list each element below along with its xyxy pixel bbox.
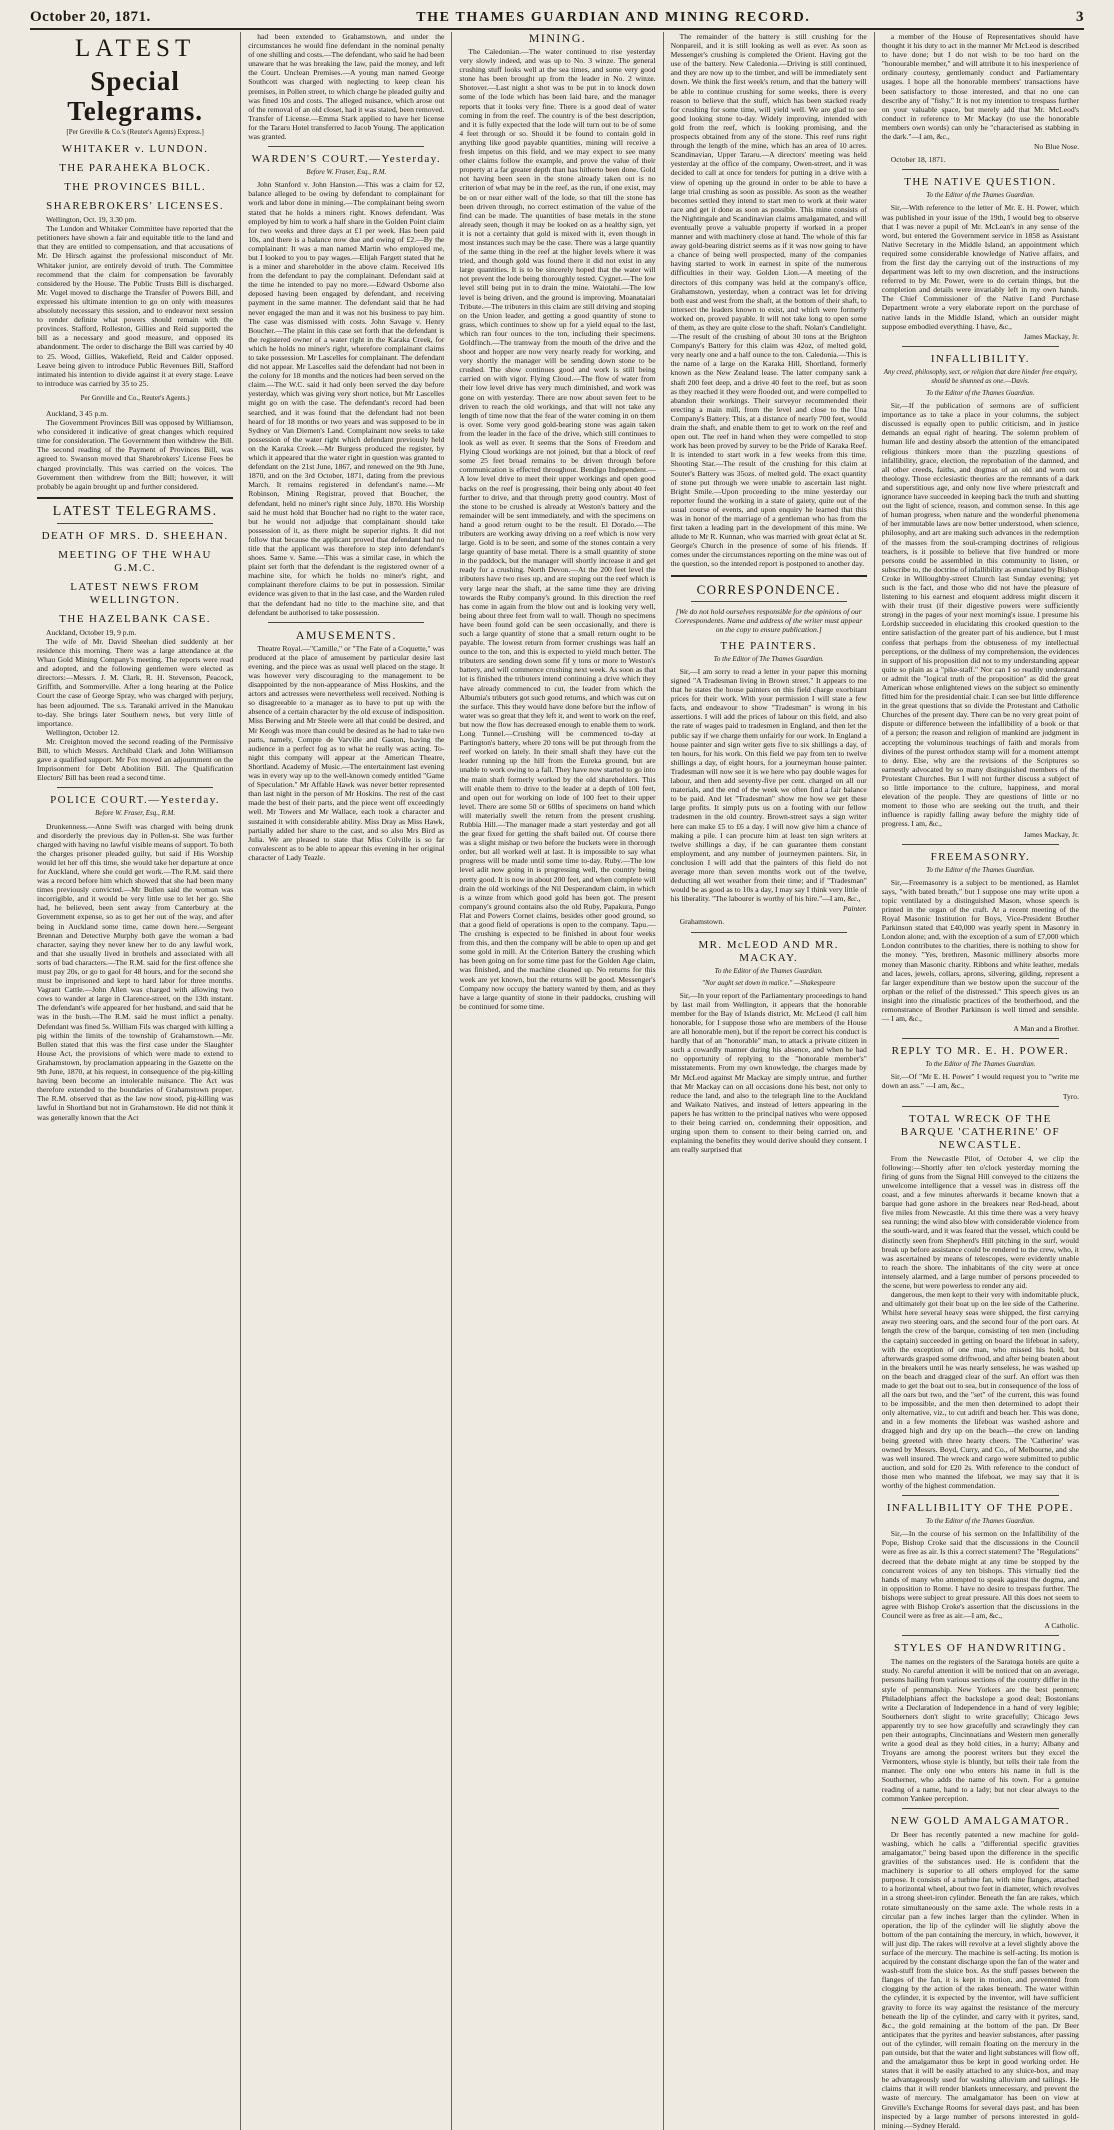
telegram-paragraph-4: Mr. Creighton moved the second reading of the Permissive Bill, to which Messrs. Archibald Clark and John Williamson gave a qualified support. Mr Fox moved an adjournment on the Imprisonment for Debt Abolition Bill. The Qualification Electors' Bill has been read a second time. — [37, 736, 234, 783]
tele-item-4: THE HAZELBANK CASE. — [59, 612, 211, 625]
painters-place: Grahamstown. — [679, 917, 725, 927]
divider — [902, 1038, 1059, 1039]
police-court-paragraph: Drunkenness.—Anne Swift was charged with being drunk and disorderly the previous day in Pollen-st. She was further charged with having no lawful visible means of support. To both the charges prisoner pleaded guilty, but said if His Worship would let her off this time, she would take her departure at once for Auckland, where she could get work.—The R.M. said there was a record before him which showed that she had been many times previously convicted.—Mr Bullen said the woman was incorrigible, and it would be very little use to let her go. She had, he believed, been sent away from Canterbury at the Government expense, so as to get her out of the way, and after being in Auckland some time, came down here.—Sergeant Brennan and Detective Murphy both gave the woman a bad character, saying they never knew her to do any lawful work, and that she usually lived in brothels and associated with all sorts of bad characters.—The R.M. said for the first offence she must pay 20s, or go to gaol for 48 hours, and for the second she must be imprisoned and kept to hard labor for three months. Vagrant Cattle.—John Allen was charged with allowing two cows to wander at large in Clarence-street, on the 13th instant. The defendant's wife appeared for her husband, and said that he was in the bush.—The R.M. said he must inflict a penalty. Defendant was fined 5s. William Fils was charged with killing a pig within the limits of the township of Grahamstown.—Mr. Bullen stated that this was the first case under the Slaughter House Act, the provisions of which were made to extend to Grahamstown, by proclamation appearing in the Gazette on the 9th June, 1870, at his request, in consequence of the pig-killing having been become an intolerable nuisance. The Act was therefore extended to the boundaries of Grahamstown proper. The R.M. observed that as the law now stood, pig-killing was lawful in Shortland but not in Grahamstown. He did not think it was generally known that the Act — [37, 821, 234, 1122]
mcleod-date: October 18, 1871. — [890, 155, 946, 165]
divider — [902, 1106, 1059, 1107]
page-number: 3 — [1076, 9, 1084, 25]
mcleod-heading: MR. McLEOD AND MR. MACKAY. — [698, 938, 839, 964]
painters-signature: Painter. — [842, 904, 867, 914]
mcleod-letter: Sir,—In your report of the Parliamentary proceedings to hand by last mail from Wellington, it appears that the honorable member for the Bay of Islands district, Mr. McLeod (I call him honorable, for I suppose those who are members of the House are all honorable men), but if the report be correct his conduct is hardly that of an "honorable" man, to attack a private citizen in such a cowardly manner during his absence, and when he had no opportunity of replying to the "honorable member's" misstatements. From my own knowledge, the charges made by Mr McLeod against Mr Mackay are simply untrue, and further that Mr Mackay can on all occasions done his best, not only to reduce the land, and also to the telegraph line to the Auckland and Waikato Natives, and instead of letters appearing in the papers he has written to the principal natives who were opposed to their being carried on, condemning their opposition, and urging upon them to consent to their being carried on, and explaining the benefits they would derive should they consent. I am really surprised that — [670, 990, 867, 1155]
native-question-letter: Sir,—With reference to the letter of Mr. E. H. Power, which was published in your issue of the 19th, I would beg to observe that I was never a pupil of Mr. McLean's in any sense of the word, but entered the Government service in 1858 as Assistant Native Secretary in the Middle Island, an appointment which required some considerable knowledge of Native affairs, and from the first day the carrying out of the instructions of my department was left to my own discretion, and the instructions referred to by Mr. Power, were to do certain things, but the completion and details were invariably left in my own hands. The Chief Commissioner of the Native Land Purchase Department wrote a very elaborate report on the purchase of native lands in the Middle Island, which an outsider might suppose embodied everything. I have, &c., — [881, 203, 1079, 331]
mcleod-to-editor: To the Editor of the Thames Guardian. — [714, 966, 823, 975]
reply-letter: Sir,—Of "Mr E. H. Power" I would request you to "write me down an ass." —I am, &c., — [881, 1072, 1079, 1091]
infallibility-pope-letter: Sir,—In the course of his sermon on the Infallibility of the Pope, Bishop Croke said that the discussions in the Council were as free as air. Is this a correct statement? The "Regulations" decreed that the debate might at any time be stopped by the concurrent voices of any ten bishops. This virtually tied the hands of many who attempted to speak against the dogma, and in opposition to Rome. I have no desire to trespass further. The bishops were subject to great pressure. All this does not seem to agree with Bishop Croke's assertion that the discussions in the Council were as free as air.—I am, &c., — [881, 1529, 1079, 1621]
mcleod-quote: "Nor aught set down in malice." —Shakespeare — [702, 978, 836, 987]
mcleod-signature: No Blue Nose. — [1034, 142, 1079, 152]
native-question-heading: THE NATIVE QUESTION. — [904, 176, 1057, 189]
painters-letter: Sir,—I am sorry to read a letter in your paper this morning signed "A Tradesman living in Brown street." It appears to me that he states the house painters on this field charge exorbitant prices for their work. With your permission I will state a few facts, and endeavour to show "Tradesman" is wrong in his assertions. I will add the prices of labour on this field, and also the rate of wages paid to tradesmen in England, and then let the public say if we charge them unfairly for our work. In England a house painter and sign writer gets five to six shillings a day, of ten hours, for his work. On this field we pay from ten to twelve shillings a day, of eight hours, for a journeyman house painter. Tradesman will now see it is we here who pay double wages for labour, and then add seventy-five per cent. charged on all our materials, and the end of the week we often find a fair balance to be paid. And let "Tradesman" show me how we get these large profits. It simply puts us on a footing with our fellow tradesmen in the old country. Brown-street says a sign writer here can make £5 to £6 a day. I will now give him a chance of making a pile. I can procure him at least ten sign writers at twelve shillings a day, if he can guarantee them constant employment, and any number of journeymen painters. Sir, in conclusion I will add that the painters of this field do not average more than seven months work out of the twelve, deducting all wet weather from their time; and if "Tradesman" would be as good as to 10s a day, I may say I think very little of his liberality. "The labourer is worthy of his hire."—I am, &c., — [670, 666, 867, 904]
divider — [902, 1808, 1059, 1809]
divider — [691, 601, 847, 602]
native-question-to-editor: To the Editor of the Thames Guardian. — [926, 191, 1035, 200]
wardens-court-paragraph: John Stanford v. John Hanston.—This was a claim for £2, balance alleged to be owing by defendant to complainant for work and labor done in mining.—The complainant being sworn stated that he holds a miners right. Knows defendant. Was employed by him to work a half share in the Golden Point claim for two weeks and three days at £1 per week. Has been paid 10s, and there is a balance now due and owing of £2.—By the complainant: It was a man named Martin who employed me, but I looked to you to pay wages.—Elijah Fargett stated that he is a miner and shareholder in the above claim. Received 10s from the defendant to pay the complainant. Defendant said at the time he intended to pay no more.—Edward Osborne also deposed having been engaged by defendant, and receiving payment in the same manner. The defendant said that he had never engaged the man and it was not his business to pay him. The case was dismissed with costs. John Savage v. Henry Boucher.—The plaint in this case set forth that the defendant is the registered owner of a water right in the Karaka Creek, for which he holds no miner's right, wherefore complainant claims to take possession. Mr Lascelles for complainant. The defendant did not appear. Mr Lascelles said the defendant had not been in the colony for 18 months and the notices had been served on the claim.—The W.C. said it had only been served the day before yesterday, which was giving very short notice, but Mr Lascelles might go on with the case. The defendant's record had been searched, and it was found that the defendant had not been heard of for 18 months or two years and was supposed to be in Sydney or Van Diemen's Land. Complainant now seeks to take possession of the water right which defendant previously held on the Karaka Creek.—Mr Burgess produced the register, by which it appeared that the water right in question was granted to defendant on the 21st June, 1867, and renewed on the 9th June, 1870, and on the 3rd October, 1871, dating from the previous March. It remains registered in defendant's name.—Mr Robinson, Mining Registrar, proved that Boucher, the defendant, held no miner's right since July, 1870. His Worship said he must hold that Boucher had no right to the water race, but he would not adjudge that complainant should take possession of it, as there might be superior rights. It did not follow that because the applicant proved that defendant had no title that the applicant was therefore to step into defendant's shoes. Same v. Same.—This was a similar case, in which the plaint set forth that the defendant is the registered owner of a machine site, for which he holds no miner's right, and complainant therefore claims to be put in possession. Similar evidence was given to that in the last case, and the Warden ruled that the defendant had no title to the machine site, and that defendant be authorised to take possession. — [248, 180, 445, 617]
divider — [37, 497, 233, 499]
divider — [268, 146, 424, 147]
infallibility-heading: INFALLIBILITY. — [930, 352, 1030, 365]
dateline-auckland-2: Auckland, October 19, 9 p.m. — [46, 627, 137, 637]
special-telegrams-heading: Special Telegrams. — [67, 66, 203, 126]
freemasonry-signature: A Man and a Brother. — [1013, 1024, 1079, 1034]
infallibility-letter: Sir,—If the publication of sermons are of sufficient importance as to take a place in your columns, the subject discussed is equally open to public criticism, and in justice demands an equal right of hearing. The solemn problem of human life and destiny absorb the attention of the emancipated religious thinkers more than the puzzling questions of infallibility, grace, election, the reprobation of the damned, and all other creeds, faiths, and dogmas of an old and worn out theology. Those ecclesiastic theories are the remnants of a dark and superstitious age, and only now live where priestcraft and ignorance have succeeded in keeping back the truth and shutting out the light of science, reason, and common sense. In this age of human progress, when nature and the wonderful phenomena of her immutable laws are now better understood, when science, philosophy, and art are making such advances in the redemption of the masses from the soul-cramping doctrines of religious teachers, is it possible to believe that five hundred or more persons could be assembled in this community to listen, or subscribe to, the doctrine of infallibility as enunciated by Bishop Croke in Willoughby-street Church last Sunday evening; yet such is the fact, and those who did not have the pleasure of listening to his earnest and eloquent address might discern it with their trust (if their digestive powers were sufficiently strong) in the pages of your next morning's issue. I presume his Lordship succeeded in elucidating this crooked question to the entire satisfaction of the greater part of his audience, but I must confess that perhaps from the obtuseness of my intellectual perceptions, or the dullness of my comprehension, the evidences in support of his proposition did not to my understanding appear quite so plain as a "pike-staff." Nor can I so readily understand or admit the "logical truth of the proposition" as did the great American whose enlightened views on the subject so eminently fitted him for the presidential chair. I can see but little difference in the great questions that so divide the Protestant and Catholic Churches of the present day. There can be no very great point of dispute or difference between the infallibility of a book or that of a person; the reason and religion of mankind are judgment in accepting the voluminous teachings of faith and morals from divines of the purest orthodox stamp will for a moment attempt to deny. Else, why are the revisions of the Scriptures so earnestly advocated by so many distinguished members of the Protestant Churches. But I will not further discuss a subject of so little importance to the culture, happiness, and moral elevation of the people. They are questions of little or no moment to those who are seeking out the truth, and their influence is rapidly falling away before the mighty tide of progress. I am, &c., — [881, 401, 1079, 829]
police-court-before: Before W. Fraser, Esq., R.M. — [95, 809, 176, 818]
headline-3: THE PROVINCES BILL. — [64, 181, 206, 194]
tele-item-3: LATEST NEWS FROM WELLINGTON. — [70, 580, 200, 606]
masthead — [30, 6, 1084, 30]
police-court-heading: POLICE COURT.—Yesterday. — [50, 794, 221, 807]
infallibility-quote: Any creed, philosophy, sect, or religion that dare hinder free enquiry, should be shunned as one.—Davis. — [883, 367, 1078, 385]
freemasonry-to-editor: To the Editor of the Thames Guardian. — [926, 865, 1035, 874]
headline-2: THE PARAHEKA BLOCK. — [59, 162, 211, 175]
amusements-paragraph: Theatre Royal.—"Camille," or "The Fate of a Coquette," was produced at the place of amusement by particular desire last evening, and the piece was as usual well placed on the stage. It was however very discouraging to the management to be disappointed by the non-appearance of Miss Hoskins, and the actors and actresses were nevertheless well received. Nothing is so disagreeable to a manager as to have to put up with the absence of a certain character by the old excuse of indisposition. Miss Berwing and Mr Steele were all that could be desired, and Mr Keogh was more than could be desired as he had to take two parts, namely, Compte de Varville and Gaston, having the audience in a perfect fog as to what he really was acting. To-night this company will appear at the American Theatre, Shortland. Academy of Music.—The entertainment last evening was in every way up to the well-known comedy entitled "Game of Speculation." Mr Affable Hawk was never better represented than last night in the person of Mr Hoskins. The rest of the cast made the best of their parts, and the piece went off exceedingly well. Mr Towers and Mr Wallace, each took a character and sustained it with considerable ability. Miss Dray as Miss Hawk, partially added her share to the cast, and so also Mrs Bird as Julia. We are pleased to state that Miss Colville is so far convalescent as to be able to appear this evening in her original character of Lady Teazle. — [248, 643, 445, 862]
divider — [902, 346, 1059, 347]
reply-heading: REPLY TO MR. E. H. POWER. — [891, 1045, 1070, 1058]
mcleod-letter-continued: a member of the House of Representatives should have thought it his duty to act in the manner Mr McLeod is described to have done; but I do not wish to be too hard on the "honourable member," and will attribute it to his inexperience of ordinary courtesy, gentlemanly conduct and Parliamentary usages. I hope all the honorable members' transactions have been satisfactory to those interested, and that no one can describe any of "fishy." It is not my intention to trespass further on your valuable space, but merely add that Mr. McLeod's conduct in reference to Mr Mackay (to use the honorable members own words) can only be "characterised as stabbing in the dark."—I am, &c., — [881, 32, 1079, 142]
painters-to-editor: To the Editor of The Thames Guardian. — [713, 654, 824, 663]
divider — [268, 622, 424, 623]
divider — [902, 1495, 1059, 1496]
column-5 — [875, 32, 1086, 2130]
headline-1: WHITAKER v. LUNDON. — [61, 143, 209, 156]
reply-to-editor: To the Editor of The Thames Guardian. — [925, 1060, 1036, 1069]
infallibility-signature: James Mackay, Jr. — [1023, 829, 1079, 839]
tele-item-2: MEETING OF THE WHAU G.M.C. — [58, 548, 212, 574]
newspaper-title: THE THAMES GUARDIAN AND MINING RECORD. — [416, 10, 811, 25]
divider — [902, 844, 1059, 845]
wardens-court-heading: WARDEN'S COURT.—Yesterday. — [251, 153, 441, 166]
column-4 — [664, 32, 875, 2130]
mining-paragraph: The Caledonian.—The water continued to rise yesterday very slowly indeed, and was up to No. 3 winze. The general crushing stuff looks well at the sea times, and some very good stone has been brought up from the leader in No. 2 winze. Shotover.—Last night a shot was to be put in to knock down some of the lode which has been laid bare, and the manager reports that it looks very fine. There is a good deal of water coming in from the reef. The country is of the best description, and it is fully expected that the lode will turn out to be of some 4 feet through or so. Should it be found to contain gold in anything like good payable quantities, mining will receive a fresh impetus on this field, and we may expect to see many other claims follow the example, and prove the value of their property at a far greater depth than has hitherto been done. Gold not having been seen in the stone already taken out is no criterion of what may be in the reef, as the run, if one exist, may be on or near either wall of the lode, so that till the stone has been driven through, no correct estimation of the value of the find can be made. The quantities of base metals in the stone already seen, though it may be looked on as a healthy sign, yet it is not a certainty that gold is mixed with it, even though in most instances such may be the case. There was a large quantity of the same thing in the reef at the higher levels where it was tried, and though gold was found there it did not exist in any large quantities. It is to be sincerely hoped that the water will not prevent the lode being thoroughly tested. Cygnet.—The low level still being put in to drain the mine. Waiotahi.—The low level is being driven, and the ground is improving. Moanataiari Tribute.—The tributers in this claim are still driving and stoping on the Union leader, and getting a good quantity of stone to grass, which continues to show up for a yield equal to the last, which ran four ounces to the ton, including their specimens. Goldfinch.—The tramway from the mouth of the drive and the shoot and hopper are now very nearly ready for working, and very shortly the manager will be sending down stone to be crushed. The show continues good and work is still being carried on with vigor. Flying Cloud.—The flow of water from their low level drive has very much diminished, and work was gone on with yesterday. There are now about seven feet to be driven to reach the old workings, and that will not take any length of time now that the fear of the water coming in on them is over. Some very good gold-bearing stone was again taken from the leader in the face of the drive, which still continues to look as well as ever. It seems that the Sons of Freedom and Flying Cloud workings are not joined, but that a block of reef some 25 feet broad remains to be driven through before communication is effected throughout. Bendigo Independent.—A low level drive to meet their upper workings and open good backs on the reef is progressing, their being only about 40 feet further to drive, and that through pretty good country. Most of the stone to be crushed is already at Weston's battery and the remainder will be sent immediately, and with the specimens on hand a good return ought to be the result. El Dorado.—The tributers are working away driving on a reef which is now very large. Gold is to be seen, and some of the stones contain a very large quantity of base metal. There is a small quantity of stone in the paddock, but the manager will shortly increase it and get ready for a crushing. North Devon.—At the 200 feet level the tributers have two rises up, and are stoping out the reef which is very large near the shaft, at the same time they are driving towards the Ruby company's ground. In this direction the reef has come in again from the blow out and is looking very well, being about three feet from wall to wall. Though no specimens have been found gold can be seen occasionally, and there is such a large quantity of stone that a small return ought to be payable. The lowest return from former crushings was half an ounce to the ton, and this is expected to yield much better. The tributers are sending down some fif y tons or more to Weston's battery, and will commence crushing next week. As soon as that lot is finished the tributers intend continuing a drive which they have already commenced to cut, the leader from which the Albumia's tributers got such good returns, and which was cut on the surface. This they would have done before but the inflow of water was so great that they left it, and went to work on the reef, but now the flow has decreased enough to enable them to work. Long Tunnel.—Crushing will be commenced to-day at Partington's battery, where 20 tons will be put through from the reef worked on lately. In their small shaft they have cut the leader running up the hill from the Eureka ground, but are unable to work owing to a fall. They have now started to go into the main shaft formerly worked by the old shareholders. This will enable them to drive to the leader at a depth of 100 feet, and open out for working on lode of 100 feet to their upper level. There are some 50 or 60lbs of specimens on hand which will materially swell the return from the present crushing. Rubbia Hill.—The manager made a start yesterday and got all the gear fixed for getting the shaft bailed out. Of course there was a slight mishap or two before the buckets were in thorough order, but all worked well at last. It is impossible to say what progress will be made until some time to-day. Ruby.—The low level adit now going in is progressing well, the country being pretty good. It is now in about 200 feet, and when complete will drain the old workings of the Nil Desperandum claim, in which is a winze from which good gold has been got. The present company's ground contains also the old Ruby, Papakura, Pungo Flat and Powers Cornet claims, besides other good ground, so that a good field of operations is open to the company. Tapu.—The crushing is expected to be finished in about four weeks from this, and then the company will be able to open up and get some gold in mill. At the Criterion Battery the crushing which has been going on for some time past for the Golden Age claim, was finished, and the machine cleaned up. No returns for this week are yet known, but the returns will be good. Messenger's Company now occupy the battery wanted by them, and as they have a large quantity of stone in their paddocks, crushing will be continued for some time. — [459, 47, 656, 1011]
latest-heading: LATEST — [74, 35, 196, 62]
divider — [902, 1635, 1059, 1636]
columns — [30, 31, 1086, 2130]
correspondence-heading: CORRESPONDENCE. — [696, 581, 841, 597]
dateline-auckland: Auckland, 3 45 p.m. — [46, 408, 109, 418]
telegram-paragraph-3: The wife of Mr. David Sheehan died suddenly at her residence this morning. There was a large attendance at the Whau Gold Mining Company's meeting. The reports were read and adopted, and the following gentlemen were elected as directors:—Messrs. J. M. Clark, R. H. Stevenson, Peacock, Griffith, and Sommerville. After a long hearing at the Police Court the case of George Spray, who was charged with perjury, has been adjourned. The s.s. Taranaki arrived in the Manukau to-day. She brings later Southern news, but very little of importance. — [37, 636, 234, 728]
dateline-wellington-2: Wellington, October 12. — [46, 727, 120, 737]
telegram-paragraph-1: The Lundon and Whitaker Committee have reported that the petitioners have shown a fair and equitable title to the land and that they are entitled to compensation, and that accusations of Mr. De Hirsch against the professional misconduct of Mr. Whitaker junior, are entirely devoid of truth. The Committee recommend that the claim for compensation be favorably considered by the House. The Public Trusts Bill is discharged. Mr. Vogel moved to discharge the Transfer of Powers Bill, and expressed his ultimate intention to go on only with measures absolutely necessary this session, and to endeavor next session to render definite what powers should remain with the provinces. Stafford, Rolleston, Gillies and Reid supported the bill as a necessary and good measure, and opposed its abandonment. The order to discharge the Bill was carried by 40 to 25. Wood, Gillies, Wakefield, Reid and Calder opposed. Leave being given to introduce Public Revenues Bill, Stafford intimated his intention to divide against it at every stage. Leave to introduce was carried by 35 to 25. — [37, 224, 234, 388]
headline-4: SHAREBROKERS' LICENSES. — [46, 200, 224, 213]
agency-line-2: Per Greville and Co., Reuter's Agents.) — [80, 393, 190, 402]
divider — [691, 932, 847, 933]
infallibility-to-editor: To the Editor of the Thames Guardian. — [926, 389, 1035, 397]
dateline-wellington: Wellington, Oct. 19, 3.30 pm. — [46, 215, 137, 225]
styles-heading: STYLES OF HANDWRITING. — [893, 1642, 1067, 1655]
editor-note: [We do not hold ourselves responsible for the opinions of our Correspondents. Name and address of the writer must appear on the copy to ensure publication.] — [675, 606, 863, 634]
divider — [902, 169, 1059, 170]
reply-signature: Tyro. — [1062, 1091, 1079, 1101]
amalgamator-article: Dr Beer has recently patented a new machine for gold-washing, which he calls a "differential specific gravities amalgamator," being based upon the difference in the specific gravities of the substances used. He is confident that the machinery is superior to all others employed for the same purpose. It consists of a turbine fan, with nine flanges, attached to a horizontal wheel, about two feet in diameter, which revolves in a strong sheet-iron cylinder. Beneath the fan are rakes, which rotate simultaneously on the same axle. The whole rests in a circular pan a few inches larger than the cylinder. When in operation, the lip of the cylinder will lie slightly above the bottom of the pan containing the mercury, in which, however, it will just dip. The rakes will revolve at a level slightly above the surface of the mercury. The machine is self-acting. Its motion is acquired by the constant discharge upon the fan of the water and wash-stuff from the sluice box. As the stuff passes between the flanges of the fan, it is kept in motion, and prevented from clogging by the action of the rakes beneath. The water within the cylinder, it is expected by the inventor, will have sufficient gravity to force its way against the resistance of the mercury beneath the lip of the cylinder, and carry with it pyrites, sand, &c., the gold remaining at the bottom of the pan. Dr Beer anticipates that the pyrites and heavier substances, after passing out of the cylinder, will remain floating on the mercury in the pan outside, but that the water and light substances will flow off, and the amalgamator thus be kept in good working order. He states that it will be easily attached to any sluice-box, and may be advantageously used for washing alluvium and tailings. He claims that it will render blankets unnecessary, and prevent the waste of mercury. The amalgamator has been on view at Greville's Exchange Rooms for several days past, and has been inspected by a large number of persons interested in gold-mining.—Sydney Herald. — [881, 1829, 1079, 2130]
mining-continued-paragraph: The remainder of the battery is still crushing for the Nonpareil, and it is still looking as well as ever. As soon as Messenger's crushing is completed the Orient. Having got the use of the battery. New Caledonia.—Driving is still continued, and they are now up to the timber, and will be immediately sent down. We think the first week's return, and that the battery will be able to continue crushing for some weeks, there is every reason to believe that the stuff, which has been stacked ready for crushing for some time, will yield well. We are glad to see good looking stone to-day. Widely improving, intended with gold from the reef, which is looking promising, and the prospects obtained from any of the stone. This reef runs right through the length of the mine, which has an area of 10 acres. Scandinavian, Upper Tararu.—A directors' meeting was held yesterday at the office of the company, Owen-street, and it was decided to call at once for tenders for putting in a drive with a view of opening up the ground in order to be able to have a large trial crushing as soon as possible. As soon as the weather becomes settled they intend to start men to work at their water race and get it done as soon as possible. This mine consists of the Nightingale and Scandinavian claims amalgamated, and will eventually prove a valuable property if worked in a proper manner and with machinery close at hand. The whole of this far away gold-bearing district seems as if it was now going to have a chance of being well prospected, many of the companies having started to work in earnest in spite of the numerous difficulties in their way. Golden Lion.—A meeting of the directors of this company was held at the company's office, Grahamstown, yesterday, when a contract was let for driving both east and west from the shaft, at the bottom of their shaft, to intersect the leaders known to exist, and which were formerly worked on, proved payable. It will not take long to open some of them, as they are quite close to the shaft. Nolan's Candlelight.—The result of the crushing of about 30 tons at the Brighton Company's Battery for this claim was 42oz, of melted gold, very nearly one and a half ounce to the ton. Caledonia.—This is the name of a large on the Karaka Hill, Shortland, formerly known as the New Zealand lease. The latter company sank a shaft 200 feet deep, and a drive 40 feet to the reef, but as soon as they reached it they were flooded out, and were compelled to abandon their workings. Their surveyor recommended their erecting a main mill, from the level and close to the Una Company's Battery. This, at a distance of nearly 700 feet, would drain the shaft, and enable them to get to work on the reef and open out. The reef in hand when they were compelled to stop work has been proved by survey to be the Pride of Karaka Reef. It is intended to start work in a few weeks from this time. Shooting Star.—The result of the crushing for this claim at Souter's Battery was 35ozs. of melted gold. The exact quantity of stone put through we were unable to ascertain last night. Bright Smile.—Upon proceeding to the mine yesterday our reporter found the working in a state of gaiety, quite out of the usual course of events, and upon enquiry he learned that this was in honor of the marriage of a gentleman who has from the first taken a leading part in the development of this mine. We allude to Mr R. Kunnan, who was married with great éclat at St. George's Church in the presence of some of his friends. If comes under the circumstances reporting on the mine was out of the question, so the intended report is postponed to another day. — [670, 32, 867, 569]
divider — [57, 787, 213, 788]
infallibility-pope-to-editor: To the Editor of the Thames Guardian. — [926, 1517, 1035, 1526]
agency-line: [Per Greville & Co.'s (Reuter's Agents) Express.] — [66, 128, 204, 136]
court-continued-paragraph: had been extended to Grahamstown, and under the circumstances he would fine defendant in the nominal penalty of one shilling and costs.—The defendant, who said he had been unaware that he was breaking the law, paid the money, and left the Court. Unclean Premises.—A young man named George Southcott was charged with neglecting to keep clean his premises, in Pollen street, to which charge he pleaded guilty and was fined 10s and costs. The alleged nuisance, which arose out of the removal of an old closet, had it was stated, been removed. Transfer of License.—Emma Stark applied to have her license for the Tararu Hotel transferred to Jacob Young. The application was granted. — [248, 32, 445, 142]
wardens-court-before: Before W. Fraser, Esq., R.M. — [306, 168, 387, 177]
styles-article: The names on the registers of the Saratoga hotels are quite a study. No careful attention it will be noticed that on an average, persons hailing from various sections of the country differ in the style of penmanship. New Yorkers are the best penmen; Philadelphians affect the backslope a good deal; Bostonians write a Declaration of Independence in a hand of very legible; Southerners don't slight to write gracefully; Chicago Jews apparently try to see how gracefully and scrawlingly they can pen their autographs, Cincinnatians and Western men generally write a good deal as they hold cities, in a hurry; Albany and Troyans are among the poorest writers but they excel the Vermonters, whose style is bluntly, but tells their tale from the manner. The only one who enters his name in full is the Southerner, who adds the name of his town. For a genuine reading of a name, hand to a lady; but not clear always to the common Yankee perception. — [881, 1657, 1079, 1803]
freemasonry-heading: FREEMASONRY. — [930, 850, 1031, 863]
amalgamator-heading: NEW GOLD AMALGAMATOR. — [890, 1814, 1070, 1827]
tele-item-1: DEATH OF MRS. D. SHEEHAN. — [41, 529, 229, 542]
column-2 — [241, 32, 452, 2130]
infallibility-pope-signature: A Catholic. — [1044, 1621, 1079, 1631]
latest-telegrams-heading: LATEST TELEGRAMS. — [52, 503, 218, 519]
wreck-article: From the Newcastle Pilot, of October 4, we clip the following:—Shortly after ten o'clock yesterday morning the firing of guns from the Signal Hill conveyed to the citizens the unwelcome intelligence that a vessel was in distress off the coast, and a few minutes afterwards it became known that a barque had gone ashore in the breakers near Red-head, about five miles from Newcastle. At this time there was a very heavy sea running; the wind also blew with considerable violence from the south-ward, and it was feared that the vessel, which could be distinctly seen from Shepherd's Hill pitching in the surf, would break up before assistance could be rendered to the crew, who, it was ascertained by means of telescopes, were evidently unable to reach the shore. The inhabitants of the city were at once intensely alarmed, and a large number of persons proceeded to the scene, but were powerless to render any aid. — [881, 1153, 1079, 1290]
divider — [671, 575, 867, 577]
mining-heading: MINING. — [528, 31, 587, 45]
wreck-heading: TOTAL WRECK OF THE BARQUE 'CATHERINE' OF NEWCASTLE. — [900, 1112, 1061, 1151]
column-1 — [30, 32, 241, 2130]
issue-date: October 20, 1871. — [30, 9, 151, 25]
telegram-paragraph-2: The Government Provinces Bill was opposed by Williamson, who considered it indicative of great changes which required time for consideration. The Government then withdrew the Bill. The second reading of the Payment of Provinces Bill, was agreed to. Swanson moved that Sharebrokers' License Fees be charged provincially. This was carried on the voices. The Government then withdrew from the Bill; however, it will probably be again brought up and further considered. — [37, 418, 234, 491]
freemasonry-letter: Sir,—Freemasonry is a subject to be mentioned, as Hamlet says, "with bated breath," but I suppose one may write upon a topic ventilated by a distinguished Mason, whose speech is printed in the organ of the craft. At a recent meeting of the Royal Masonic Institution for Boys, Vice-President Brother Parkinson stated that £40,000 was yearly spent in Masonry in London alone; and, with the exception of a sum of £7,000 which London contributes to the charities, there is nothing to show for the money. "Yes, brethren, Masonic millinery absorbs more money than Masonic charity. Ribbons and white leather, medals and laces, jewels, collars, aprons, silvering, gilding, represent a far larger expenditure than we bestow upon the succour of the orphan or the relief of the distressed." This speech gives us an insight into the ritualistic practices of the brotherhood, and the remonstrance of Brother Parkinson is well timed and sensible. — I am, &c., — [881, 877, 1079, 1024]
native-question-signature: James Mackay, Jr. — [1023, 331, 1079, 341]
infallibility-pope-heading: INFALLIBILITY OF THE POPE. — [886, 1502, 1074, 1515]
divider — [57, 523, 213, 524]
column-3 — [452, 32, 663, 2130]
wreck-article-continued: dangerous, the men kept to their very with indomitable pluck, and ultimately got their boat up on the lee side of the Catherine. Whilst here several heavy seas were shipped, the first carrying away two steering oars, and the second four of the port oars. At length the crew of the barque, consisting of ten men (including the captain) succeeded in getting on board the lifeboat in safety, with the exception of one man, who missed his hold, but afterwards grasped some driftwood, and after being beaten about in the breakers until he was nearly senseless, he was washed up on the beach and dragged clear of the surf. An effort was then made to get the boat out to sea, but in consequence of the loss of all the oars but two, and the "set" of the current, this was found to be impossible, and the men then determined to adopt their only alternative, viz., to cut adrift and beach her. This was done, and in a few moments the lifeboat was washed ashore and dragged high and dry up on the beach—the crew on landing being greeted with three hearty cheers. The 'Catherine' was owned by Messrs. Boyd, Curry, and Co., of Melbourne, and she was well insured. The wreck and cargo were submitted to public auction, and sold for £20 2s. With reference to the conduct of those men who manned the lifeboat, we may say that it is worthy of the highest commendation. — [881, 1290, 1079, 1491]
painters-heading: THE PAINTERS. — [720, 639, 818, 652]
amusements-heading: AMUSEMENTS. — [295, 627, 397, 642]
